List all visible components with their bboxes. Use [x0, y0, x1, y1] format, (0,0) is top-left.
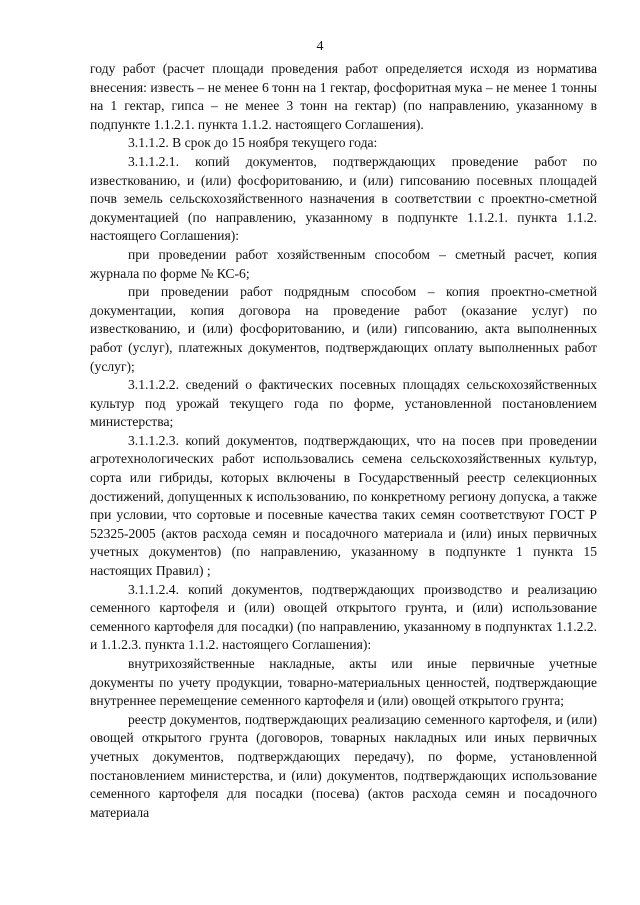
paragraph: году работ (расчет площади проведения работ определяется исходя из норматива внесения: известь – не менее 6 тонн на 1 гектар, фосфоритная мука – не менее 1 тонны на 1 гектар, гипса – не менее 3 тонн на гектар) (по направлению, указанному в подпункте 1.1.2.1. пункта 1.1.2. настоящего Соглашения).	[90, 61, 597, 132]
paragraph: 3.1.1.2. В срок до 15 ноября текущего года:	[128, 135, 378, 151]
paragraph: 3.1.1.2.2. сведений о фактических посевных площадях сельскохозяйственных культур под урожай текущего года по форме, установленной постановлением министерства;	[90, 377, 597, 430]
paragraph: при проведении работ подрядным способом – копия проектно-сметной документации, копия договора на проведение работ (оказание услуг) по известкованию, и (или) фосфоритованию, и (или) гипсованию, акта выполненных работ (услуг), платежных документов, подтверждающих оплату выполненных работ (услуг);	[90, 284, 597, 374]
paragraph: 3.1.1.2.4. копий документов, подтверждающих производство и реализацию семенного картофеля и (или) овощей открытого грунта, и (или) использование семенного картофеля для посадки) (по направлению, указанному в подпунктах 1.1.2.2. и 1.1.2.3. пункта 1.1.2. настоящего Соглашения):	[90, 581, 597, 653]
paragraph: реестр документов, подтверждающих реализацию семенного картофеля, и (или) овощей открытого грунта (договоров, товарных накладных или иных первичных учетных документов, подтверждающих передачу), по форме, установленной постановлением министерства, и (или) документов, подтверждающих использование семенного картофеля для посадки (посева) (актов расхода семян и посадочного материала	[90, 711, 597, 820]
paragraph: 3.1.1.2.1. копий документов, подтверждающих проведение работ по известкованию, и (или) фосфоритованию, и (или) гипсованию посевных площадей почв земель сельскохозяйственного назначения в соответствии с проектно-сметной документацией (по направлению, указанному в подпункте 1.1.2.1. пункта 1.1.2. настоящего Соглашения):	[90, 153, 597, 244]
paragraph: 3.1.1.2.3. копий документов, подтверждающих, что на посев при проведении агротехнологических работ использовались семена сельскохозяйственных культур, сорта или гибриды, которых включены в Государственный реестр селекционных достижений, допущенных к использованию, по конкретному региону допуска, а также при условии, что сортовые и посевные качества таких семян соответствуют ГОСТ Р 52325-2005 (актов расхода семян и посадочного материала и (или) иных первичных учетных документов) (по направлению, указанному в подпункте 1 пункта 15 настоящих Правил) ;	[90, 432, 597, 579]
page-number: 4	[316, 39, 324, 54]
paragraph: внутрихозяйственные накладные, акты или иные первичные учетные документы по учету продукции, товарно-материальных ценностей, подтверждающие внутреннее перемещение семенного картофеля и (или) овощей открытого грунта;	[90, 656, 597, 709]
document-body	[90, 60, 597, 822]
paragraph: при проведении работ хозяйственным способом – сметный расчет, копия журнала по форме № КС-6;	[90, 246, 597, 281]
